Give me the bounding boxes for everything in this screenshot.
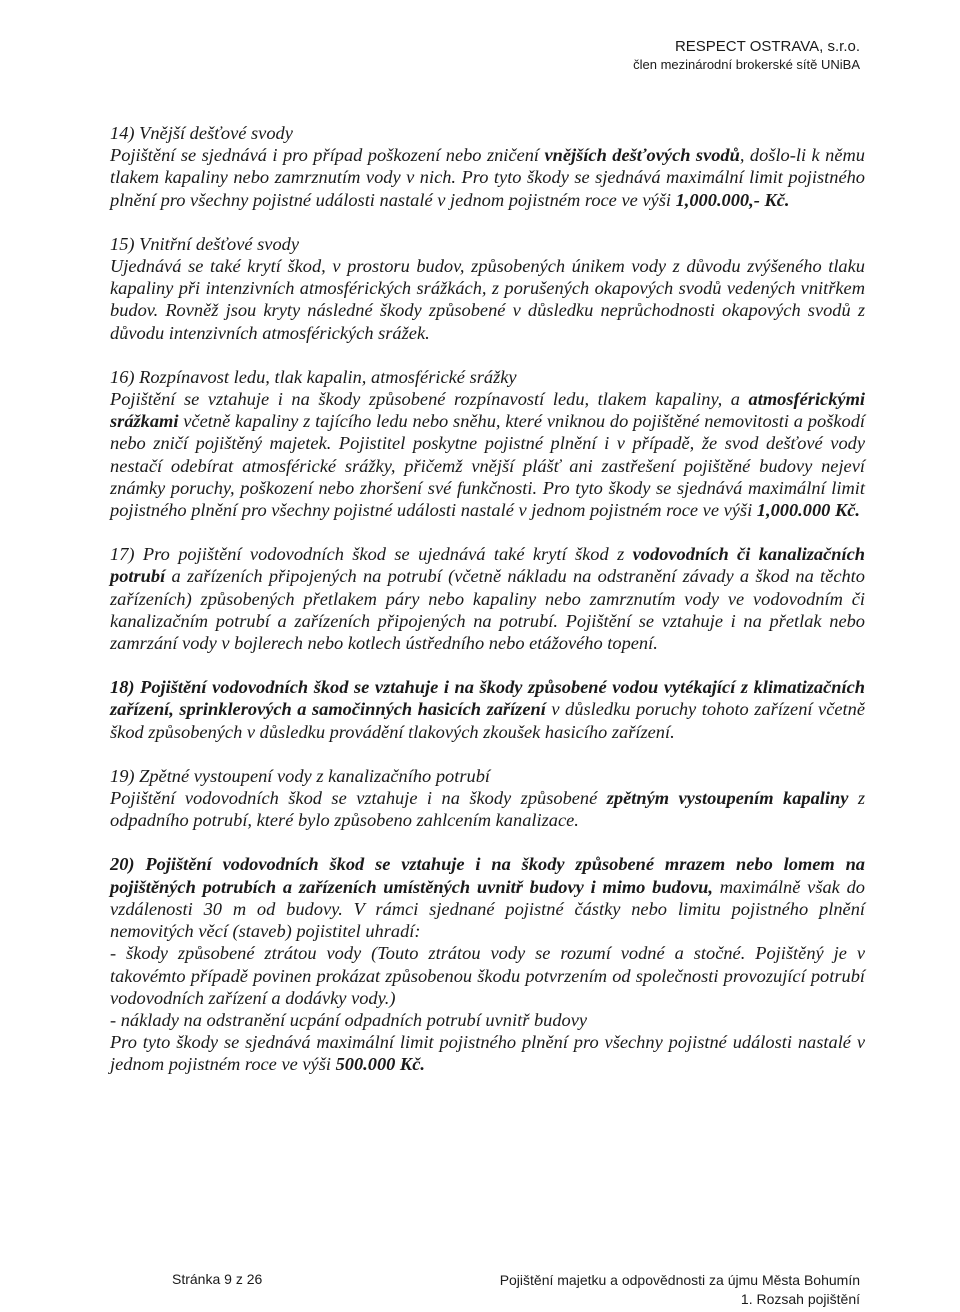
s17-text-1: 17) Pro pojištění vodovodních škod se ujednává také krytí škod z [110,544,633,565]
section-16-text [110,388,865,521]
s14-text-1: Pojištění se sjednává i pro případ poškození nebo zničení [110,145,545,166]
document-info [500,1271,860,1309]
company-name: RESPECT OSTRAVA, s.r.o. [674,38,860,55]
section-17 [110,543,865,654]
section-14-text [110,144,865,211]
section-20 [110,853,865,1075]
page-header [633,38,860,73]
network-membership: člen mezinárodní brokerské sítě UNiBA [633,56,860,72]
s16-text-2: včetně kapaliny z tajícího ledu nebo sněhu, které vniknou do pojištěné nemovitosti a poškodí nebo zničí pojištěný majetek. Pojistitel poskytne pojistné plnění i v případě, že svod dešťové vody nestačí odebírat atmosférické srážky, přičemž vnější plášť ani zastřešení pojištěné budovy nejeví známky poruchy, poškození nebo zhoršení své funkčnosti. Pro tyto škody se sjednává maximální limit pojistného plnění pro všechny pojistné události nastalé v jednom pojistném roce ve výši [110,411,865,521]
section-19-title: 19) Zpětné vystoupení vody z kanalizačního potrubí [110,765,491,786]
section-20-item-2: - náklady na odstranění ucpání odpadních potrubí uvnitř budovy [110,1009,588,1030]
section-14 [110,122,865,211]
s16-bold-1: atmosférickými srážkami [110,389,865,432]
page-number: Stránka 9 z 26 [172,1271,263,1287]
s14-limit-amount: 1,000.000,- Kč. [675,189,790,210]
section-18-text [110,676,865,743]
section-16 [110,366,865,521]
s17-text-2: a zařízeních připojených na potrubí (včetně nákladu na odstranění závady a škod na těchto zařízeních) způsobených přetlakem páry nebo kapaliny nebo zamrznutím vody ve vodovodním či kanalizačním potrubí a zařízeních připojených na potrubí. Pojištění se vztahuje i na přetlak nebo zamrzání vody v bojlerech nebo kotlech ústředního nebo etážového topení. [110,566,865,654]
section-20-text [110,853,865,942]
s20-limit-amount: 500.000 Kč. [335,1054,425,1075]
s16-limit-amount: 1,000.000 Kč. [756,500,860,521]
section-20-item-1: - škody způsobené ztrátou vody (Touto ztrátou vody se rozumí vodné a stočné. Pojištěný je v takovémto případě povinen prokázat způsobenou škodu potvrzením od společnosti provozující potrubí vodovodních zařízení a dodávky vody.) [110,943,865,1008]
s14-bold-1: vnějších dešťových svodů [544,145,740,166]
s19-bold-1: zpětným vystoupením kapaliny [606,788,849,809]
section-14-title: 14) Vnější dešťové svody [110,123,293,143]
s19-text-1: Pojištění vodovodních škod se vztahuje i na škody způsobené [110,788,607,809]
s20-bold-1: 20) Pojištění vodovodních škod se vztahuje i na škody způsobené mrazem nebo lomem na pojištěných potrubích a zařízeních umístěných uvnitř budovy i mimo budovu, [110,854,865,897]
s14-text-2: , došlo-li k němu tlakem kapaliny nebo zamrznutím vody v nich. Pro tyto škody se sjednává maximální limit pojistného plnění pro všechny pojistné události nastalé v jednom pojistném roce ve výši [110,145,865,210]
section-17-text [110,543,865,654]
section-16-title: 16) Rozpínavost ledu, tlak kapalin, atmosférické srážky [110,366,517,387]
s17-bold-1: vodovodních či kanalizačních potrubí [110,544,865,587]
section-15 [110,233,865,344]
document-body [110,122,865,1098]
section-18 [110,676,865,743]
s20-text-2: Pro tyto škody se sjednává maximální limit pojistného plnění pro všechny pojistné události nastalé v jednom pojistném roce ve výši [110,1032,865,1075]
s19-text-2: z odpadního potrubí, které bylo způsobeno zahlcením kanalizace. [110,788,866,831]
section-20-limit [110,1031,865,1075]
section-15-text: Ujednává se také krytí škod, v prostoru budov, způsobených únikem vody z důvodu zvýšeného tlaku kapaliny při intenzivních atmosférických srážkách, z porušených okapových svodů vedených vnitřkem budov. Rovněž jsou kryty následné škody způsobené v důsledku neprůchodnosti okapových svodů z důvodu intenzivních atmosférických srážek. [110,256,865,343]
s18-bold-1: 18) Pojištění vodovodních škod se vztahuje i na škody způsobené vodou vytékající z klimatizačních zařízení, sprinklerových a samočinných hasicích zařízení [110,677,865,720]
s16-text-1: Pojištění se vztahuje i na škody způsobené rozpínavostí ledu, tlakem kapaliny, a [110,389,749,410]
section-19 [110,765,865,832]
s18-text-1: v důsledku poruchy tohoto zařízení včetně škod způsobených v důsledku provádění tlakových zkoušek hasicího zařízení. [110,699,865,742]
section-15-title: 15) Vnitřní dešťové svody [110,233,300,254]
section-19-text [110,787,865,831]
document-title: Pojištění majetku a odpovědnosti za újmu Města Bohumín [499,1272,860,1288]
s20-text-1: maximálně však do vzdálenosti 30 m od budovy. V rámci sjednané pojistné částky nebo limitu pojistného plnění nemovitých věcí (staveb) pojistitel uhradí: [110,876,865,942]
document-section: 1. Rozsah pojištění [740,1290,860,1307]
